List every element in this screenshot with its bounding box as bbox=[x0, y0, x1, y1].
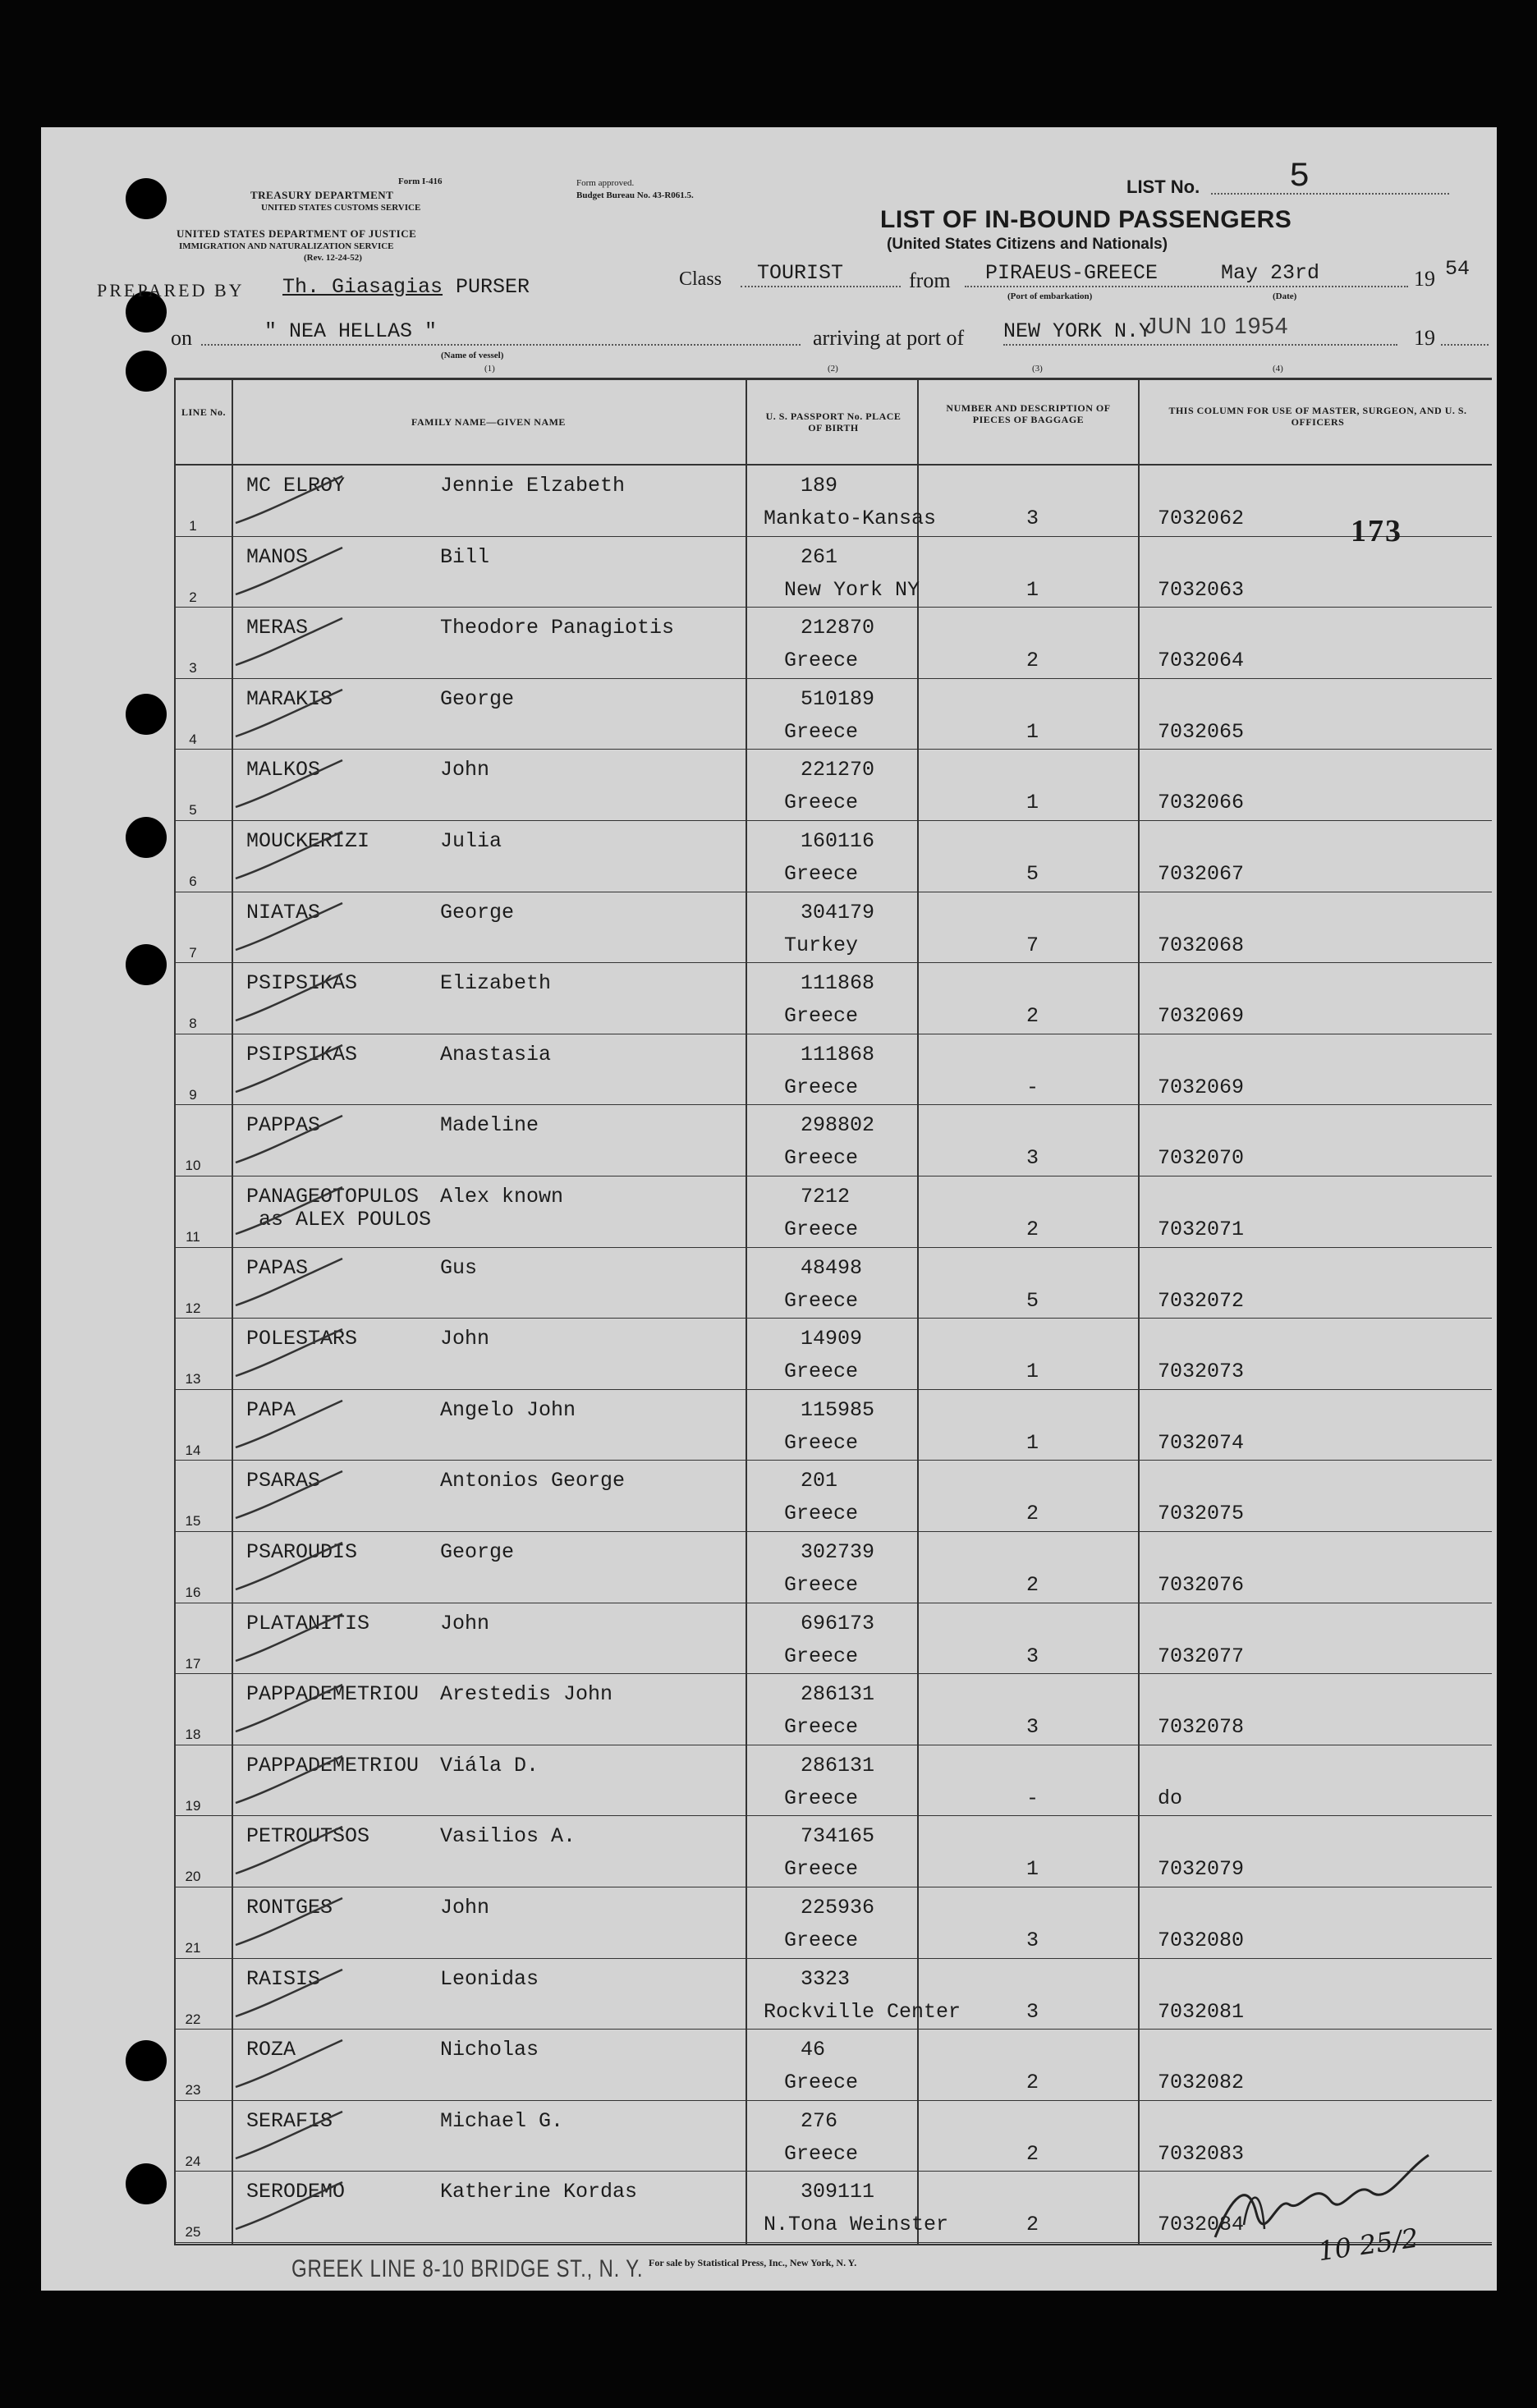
given-name: John bbox=[440, 758, 490, 782]
page-subtitle: (United States Citizens and Nationals) bbox=[887, 236, 1168, 253]
check-mark bbox=[232, 1325, 346, 1383]
baggage-count: 2 bbox=[1026, 649, 1039, 673]
punch-hole bbox=[126, 2163, 167, 2204]
check-mark bbox=[232, 1539, 346, 1596]
place-of-birth: Greece bbox=[784, 1857, 859, 1882]
form-revision: (Rev. 12-24-52) bbox=[304, 253, 362, 263]
officer-code: 7032065 bbox=[1158, 719, 1245, 744]
check-mark bbox=[232, 544, 346, 601]
given-name: Katherine Kordas bbox=[440, 2180, 638, 2204]
place-of-birth: Greece bbox=[784, 1288, 859, 1313]
row-divider bbox=[174, 749, 1492, 750]
check-mark bbox=[232, 899, 346, 956]
prepared-by-name: Th. Giasagias bbox=[282, 275, 443, 299]
year-prefix: 19 bbox=[1414, 267, 1435, 291]
check-mark bbox=[232, 1183, 346, 1241]
officer-code: 7032066 bbox=[1158, 791, 1245, 815]
family-name: PANAGEOTOPULOS bbox=[246, 1185, 420, 1209]
form-number: Form I-416 bbox=[398, 177, 443, 186]
officer-code: 7032067 bbox=[1158, 862, 1245, 886]
col-header-line-no: LINE No. bbox=[181, 406, 226, 418]
col-divider-2 bbox=[746, 378, 747, 2245]
place-of-birth: New York NY bbox=[784, 577, 920, 602]
given-name: Julia bbox=[440, 829, 502, 853]
family-name: PSIPSIKAS bbox=[246, 1042, 358, 1066]
baggage-count: 2 bbox=[1026, 1218, 1039, 1241]
punch-hole bbox=[126, 694, 167, 735]
officer-code: 7032073 bbox=[1158, 1360, 1245, 1384]
check-mark bbox=[232, 1467, 346, 1525]
passport-number: 734165 bbox=[801, 1824, 875, 1849]
passport-number: 510189 bbox=[801, 686, 875, 711]
place-of-birth: Mankato-Kansas bbox=[764, 507, 937, 530]
passport-number: 298802 bbox=[801, 1113, 875, 1138]
row-line-number: 21 bbox=[185, 1940, 201, 1956]
family-name: PSAROUDIS bbox=[246, 1540, 358, 1564]
baggage-count: 3 bbox=[1026, 507, 1039, 530]
given-name: Anastasia bbox=[440, 1042, 552, 1066]
given-name: Viála D. bbox=[440, 1753, 539, 1777]
table-header-border bbox=[174, 464, 1492, 466]
passport-number: 286131 bbox=[801, 1682, 875, 1707]
row-line-number: 17 bbox=[185, 1655, 201, 1672]
margin-note: 10 25/2 bbox=[1315, 2222, 1420, 2268]
check-mark bbox=[232, 828, 346, 885]
passport-number: 46 bbox=[801, 2038, 826, 2062]
given-name: John bbox=[440, 1611, 490, 1635]
passport-number: 225936 bbox=[801, 1896, 875, 1920]
baggage-count: 3 bbox=[1026, 1715, 1039, 1740]
officer-code: 7032068 bbox=[1158, 933, 1245, 957]
given-name: Arestedis John bbox=[440, 1682, 613, 1707]
row-line-number: 23 bbox=[185, 2082, 201, 2098]
arrival-line bbox=[1003, 344, 1397, 346]
place-of-birth: Greece bbox=[784, 791, 859, 815]
place-of-birth: N.Tona Weinster bbox=[764, 2213, 949, 2237]
arriving-label: arriving at port of bbox=[813, 326, 965, 350]
family-name: PAPPADEMETRIOU bbox=[246, 1753, 420, 1777]
place-of-birth: Greece bbox=[784, 1929, 859, 1952]
row-line-number: 8 bbox=[189, 1016, 197, 1032]
row-line-number: 24 bbox=[185, 2153, 201, 2169]
passport-number: 304179 bbox=[801, 900, 875, 924]
family-name: SERAFIS bbox=[246, 2108, 333, 2133]
class-value: TOURIST bbox=[757, 261, 844, 285]
family-name: MC ELROY bbox=[246, 474, 346, 498]
officer-code: 7032079 bbox=[1158, 1857, 1245, 1882]
passport-number: 115985 bbox=[801, 1397, 875, 1422]
baggage-count: 1 bbox=[1026, 791, 1039, 815]
passport-number: 201 bbox=[801, 1469, 838, 1493]
row-divider bbox=[174, 1318, 1492, 1319]
place-of-birth: Greece bbox=[784, 719, 859, 744]
table-left-border bbox=[174, 378, 176, 2245]
place-of-birth: Greece bbox=[784, 1218, 859, 1241]
passport-number: 111868 bbox=[801, 1042, 875, 1066]
officer-code: 7032082 bbox=[1158, 2071, 1245, 2095]
place-of-birth: Greece bbox=[784, 1430, 859, 1455]
check-mark bbox=[232, 1254, 346, 1312]
place-of-birth: Greece bbox=[784, 862, 859, 886]
row-divider bbox=[174, 1673, 1492, 1674]
passport-number: 221270 bbox=[801, 758, 875, 782]
officer-code: 7032081 bbox=[1158, 1999, 1245, 2024]
vessel-caption: (Name of vessel) bbox=[441, 351, 504, 360]
place-of-birth: Greece bbox=[784, 1644, 859, 1668]
row-line-number: 22 bbox=[185, 2011, 201, 2027]
col-marker-4: (4) bbox=[1273, 364, 1283, 374]
baggage-count: 2 bbox=[1026, 1573, 1039, 1597]
passport-number: 3323 bbox=[801, 1966, 851, 1991]
row-line-number: 25 bbox=[185, 2224, 201, 2241]
col-header-passport: U. S. PASSPORT No. PLACE OF BIRTH bbox=[765, 411, 902, 433]
row-divider bbox=[174, 962, 1492, 963]
row-divider bbox=[174, 1247, 1492, 1248]
officer-code: do bbox=[1158, 1786, 1183, 1810]
row-line-number: 3 bbox=[189, 660, 197, 677]
family-name: PSARAS bbox=[246, 1469, 321, 1493]
family-name: MANOS bbox=[246, 544, 309, 569]
check-mark bbox=[232, 1112, 346, 1169]
list-no-label: LIST No. bbox=[1126, 177, 1200, 197]
col-header-baggage: NUMBER AND DESCRIPTION OF PIECES OF BAGGAGE bbox=[946, 402, 1111, 425]
place-of-birth: Greece bbox=[784, 2141, 859, 2166]
row-divider bbox=[174, 536, 1492, 537]
row-line-number: 2 bbox=[189, 589, 197, 605]
row-line-number: 9 bbox=[189, 1086, 197, 1103]
prepared-by-label: PREPARED BY bbox=[97, 280, 245, 300]
place-of-birth: Greece bbox=[784, 1502, 859, 1526]
list-number: 5 bbox=[1289, 157, 1310, 196]
officer-code: 7032069 bbox=[1158, 1004, 1245, 1029]
row-divider bbox=[174, 1104, 1492, 1105]
family-name: MERAS bbox=[246, 616, 309, 640]
family-name: PAPPAS bbox=[246, 1113, 321, 1138]
row-line-number: 14 bbox=[185, 1442, 201, 1458]
vessel-line bbox=[201, 344, 801, 346]
check-mark bbox=[232, 1681, 346, 1738]
given-name: Antonios George bbox=[440, 1469, 626, 1493]
officer-code: 7032063 bbox=[1158, 577, 1245, 602]
officer-code: 7032062 bbox=[1158, 507, 1245, 530]
given-name: Elizabeth bbox=[440, 971, 552, 996]
arrival-port: NEW YORK N.Y bbox=[1003, 319, 1152, 343]
family-name: PSIPSIKAS bbox=[246, 971, 358, 996]
given-name: George bbox=[440, 1540, 515, 1564]
baggage-count: 2 bbox=[1026, 1502, 1039, 1526]
passport-number: 276 bbox=[801, 2108, 838, 2133]
family-name: MOUCKERIZI bbox=[246, 829, 370, 853]
baggage-count: 3 bbox=[1026, 1999, 1039, 2024]
embark-line bbox=[965, 286, 1408, 287]
passport-number: 7212 bbox=[801, 1185, 851, 1209]
manifest-page bbox=[41, 127, 1497, 2291]
baggage-count: - bbox=[1026, 1075, 1039, 1099]
officer-code: 7032072 bbox=[1158, 1288, 1245, 1313]
row-line-number: 15 bbox=[185, 1513, 201, 1530]
row-line-number: 11 bbox=[186, 1229, 200, 1245]
dept-customs: UNITED STATES CUSTOMS SERVICE bbox=[261, 203, 421, 213]
row-divider bbox=[174, 678, 1492, 679]
check-mark bbox=[232, 2178, 346, 2236]
row-divider bbox=[174, 1815, 1492, 1816]
prepared-by-title: PURSER bbox=[456, 275, 530, 299]
greek-line-stamp: GREEK LINE 8-10 BRIDGE ST., N. Y. bbox=[291, 2255, 644, 2282]
family-name: POLESTARS bbox=[246, 1327, 358, 1351]
row-line-number: 4 bbox=[189, 731, 197, 747]
given-name: Leonidas bbox=[440, 1966, 539, 1991]
officer-code: 7032077 bbox=[1158, 1644, 1245, 1668]
passport-number: 14909 bbox=[801, 1327, 863, 1351]
passport-number: 111868 bbox=[801, 971, 875, 996]
check-mark bbox=[232, 756, 346, 814]
check-mark bbox=[232, 2036, 346, 2094]
embark-caption: (Port of embarkation) bbox=[1007, 291, 1093, 301]
row-line-number: 1 bbox=[189, 518, 197, 534]
given-name: John bbox=[440, 1327, 490, 1351]
officer-code: 7032070 bbox=[1158, 1146, 1245, 1171]
date-caption: (Date) bbox=[1273, 291, 1297, 301]
year2-prefix: 19 bbox=[1414, 326, 1435, 350]
row-line-number: 13 bbox=[185, 1371, 201, 1387]
row-line-number: 10 bbox=[185, 1158, 201, 1174]
form-approved: Form approved. bbox=[576, 178, 635, 188]
given-name: George bbox=[440, 900, 515, 924]
known-as: as ALEX POULOS bbox=[259, 1208, 432, 1232]
col-divider-4 bbox=[1138, 378, 1140, 2245]
check-mark bbox=[232, 1041, 346, 1099]
row-divider bbox=[174, 2100, 1492, 2101]
baggage-count: 1 bbox=[1026, 1360, 1039, 1384]
col-marker-1: (1) bbox=[484, 364, 495, 374]
given-name: Jennie Elzabeth bbox=[440, 474, 626, 498]
family-name: PAPPADEMETRIOU bbox=[246, 1682, 420, 1707]
family-name: RAISIS bbox=[246, 1966, 321, 1991]
row-divider bbox=[174, 607, 1492, 608]
col-marker-3: (3) bbox=[1032, 364, 1043, 374]
place-of-birth: Greece bbox=[784, 1786, 859, 1810]
passport-number: 309111 bbox=[801, 2180, 875, 2204]
punch-hole bbox=[126, 351, 167, 392]
officer-code: 7032071 bbox=[1158, 1218, 1245, 1241]
passport-number: 48498 bbox=[801, 1255, 863, 1280]
officer-code: 7032075 bbox=[1158, 1502, 1245, 1526]
row-line-number: 7 bbox=[189, 944, 197, 961]
punch-hole bbox=[126, 178, 167, 219]
place-of-birth: Greece bbox=[784, 1075, 859, 1099]
check-mark bbox=[232, 1610, 346, 1667]
passport-number: 212870 bbox=[801, 616, 875, 640]
officer-code: 7032078 bbox=[1158, 1715, 1245, 1740]
officer-code: 7032080 bbox=[1158, 1929, 1245, 1952]
given-name: Vasilios A. bbox=[440, 1824, 576, 1849]
family-name: PAPA bbox=[246, 1397, 296, 1422]
printer-note: For sale by Statistical Press, Inc., New York, N. Y. bbox=[649, 2257, 857, 2268]
row-line-number: 12 bbox=[185, 1300, 201, 1316]
row-line-number: 5 bbox=[189, 802, 197, 819]
row-divider bbox=[174, 1389, 1492, 1390]
row-divider bbox=[174, 2029, 1492, 2030]
passport-number: 261 bbox=[801, 544, 838, 569]
given-name: Gus bbox=[440, 1255, 478, 1280]
table-top-border bbox=[174, 378, 1492, 380]
on-label: on bbox=[171, 326, 192, 350]
punch-hole bbox=[126, 2040, 167, 2081]
baggage-count: 5 bbox=[1026, 862, 1039, 886]
check-mark bbox=[232, 686, 346, 743]
officer-code: 7032083 bbox=[1158, 2141, 1245, 2166]
check-mark bbox=[232, 472, 346, 530]
row-divider bbox=[174, 1958, 1492, 1959]
officer-code: 7032084 bbox=[1158, 2213, 1245, 2237]
baggage-count: 1 bbox=[1026, 577, 1039, 602]
baggage-count: 1 bbox=[1026, 1857, 1039, 1882]
family-name: PETROUTSOS bbox=[246, 1824, 370, 1849]
check-mark bbox=[232, 2108, 346, 2165]
year2-line bbox=[1441, 344, 1489, 346]
family-name: PAPAS bbox=[246, 1255, 309, 1280]
vessel-name: " NEA HELLAS " bbox=[264, 319, 438, 343]
check-mark bbox=[232, 1894, 346, 1952]
given-name: Theodore Panagiotis bbox=[440, 616, 675, 640]
place-of-birth: Greece bbox=[784, 1360, 859, 1384]
year-suffix: 54 bbox=[1445, 257, 1470, 281]
place-of-birth: Greece bbox=[784, 1146, 859, 1171]
passport-number: 189 bbox=[801, 474, 838, 498]
passport-number: 302739 bbox=[801, 1540, 875, 1564]
baggage-count: 5 bbox=[1026, 1288, 1039, 1313]
baggage-count: 3 bbox=[1026, 1929, 1039, 1952]
row-line-number: 18 bbox=[185, 1727, 201, 1743]
baggage-count: 3 bbox=[1026, 1146, 1039, 1171]
check-mark bbox=[232, 1752, 346, 1809]
class-line bbox=[741, 286, 901, 287]
given-name: Bill bbox=[440, 544, 490, 569]
class-label: Class bbox=[679, 268, 723, 290]
row-line-number: 20 bbox=[185, 1869, 201, 1885]
officer-code: 7032076 bbox=[1158, 1573, 1245, 1597]
given-name: Nicholas bbox=[440, 2038, 539, 2062]
family-name: MALKOS bbox=[246, 758, 321, 782]
baggage-count: 2 bbox=[1026, 1004, 1039, 1029]
place-of-birth: Greece bbox=[784, 1004, 859, 1029]
from-label: from bbox=[909, 268, 951, 292]
row-line-number: 19 bbox=[185, 1797, 201, 1814]
row-line-number: 6 bbox=[189, 874, 197, 889]
check-mark bbox=[232, 1823, 346, 1880]
col-divider-3 bbox=[917, 378, 919, 2245]
given-name: George bbox=[440, 686, 515, 711]
list-no-line bbox=[1211, 193, 1449, 195]
place-of-birth: Greece bbox=[784, 649, 859, 673]
family-name: ROZA bbox=[246, 2038, 296, 2062]
officer-code: 7032064 bbox=[1158, 649, 1245, 673]
budget-bureau: Budget Bureau No. 43-R061.5. bbox=[576, 190, 694, 200]
passport-number: 286131 bbox=[801, 1753, 875, 1777]
passport-number: 696173 bbox=[801, 1611, 875, 1635]
baggage-count: - bbox=[1026, 1786, 1039, 1810]
col-header-name: FAMILY NAME—GIVEN NAME bbox=[411, 416, 566, 428]
family-name: SERODEMO bbox=[246, 2180, 346, 2204]
baggage-count: 1 bbox=[1026, 719, 1039, 744]
col-marker-2: (2) bbox=[828, 364, 838, 374]
officer-code: 7032069 bbox=[1158, 1075, 1245, 1099]
passport-number: 160116 bbox=[801, 829, 875, 853]
baggage-count: 2 bbox=[1026, 2071, 1039, 2095]
punch-hole bbox=[126, 817, 167, 858]
place-of-birth: Greece bbox=[784, 2071, 859, 2095]
family-name: NIATAS bbox=[246, 900, 321, 924]
punch-hole bbox=[126, 944, 167, 985]
place-of-birth: Greece bbox=[784, 1715, 859, 1740]
given-name: Madeline bbox=[440, 1113, 539, 1138]
col-header-officers: THIS COLUMN FOR USE OF MASTER, SURGEON, AND U. S. OFFICERS bbox=[1168, 405, 1467, 428]
baggage-count: 2 bbox=[1026, 2141, 1039, 2166]
check-mark bbox=[232, 614, 346, 672]
row-divider bbox=[174, 820, 1492, 821]
dept-justice: UNITED STATES DEPARTMENT OF JUSTICE bbox=[177, 227, 417, 240]
given-name: John bbox=[440, 1896, 490, 1920]
baggage-count: 7 bbox=[1026, 933, 1039, 957]
dept-ins: IMMIGRATION AND NATURALIZATION SERVICE bbox=[179, 241, 394, 251]
page-title: LIST OF IN-BOUND PASSENGERS bbox=[880, 206, 1292, 233]
row-line-number: 16 bbox=[185, 1585, 201, 1600]
row-divider bbox=[174, 1531, 1492, 1532]
baggage-count: 1 bbox=[1026, 1430, 1039, 1455]
given-name: Angelo John bbox=[440, 1397, 576, 1422]
place-of-birth: Greece bbox=[784, 1573, 859, 1597]
place-of-birth: Turkey bbox=[784, 933, 859, 957]
officer-signature bbox=[1199, 2147, 1445, 2254]
officer-code: 7032074 bbox=[1158, 1430, 1245, 1455]
place-of-birth: Rockville Center bbox=[764, 1999, 961, 2024]
given-name: Alex known bbox=[440, 1185, 564, 1209]
check-mark bbox=[232, 1397, 346, 1454]
row-divider bbox=[174, 1460, 1492, 1461]
family-name: PLATANITIS bbox=[246, 1611, 370, 1635]
check-mark bbox=[232, 1965, 346, 2023]
family-name: MARAKIS bbox=[246, 686, 333, 711]
given-name: Michael G. bbox=[440, 2108, 564, 2133]
side-note: 173 bbox=[1351, 514, 1402, 548]
family-name: RONTGES bbox=[246, 1896, 333, 1920]
check-mark bbox=[232, 970, 346, 1027]
dept-treasury: TREASURY DEPARTMENT bbox=[250, 189, 394, 201]
baggage-count: 2 bbox=[1026, 2213, 1039, 2237]
arrival-date-stamp: JUN 10 1954 bbox=[1145, 313, 1289, 338]
port-of-embarkation: PIRAEUS-GREECE bbox=[985, 261, 1158, 285]
baggage-count: 3 bbox=[1026, 1644, 1039, 1668]
date-value: May 23rd bbox=[1221, 261, 1320, 285]
